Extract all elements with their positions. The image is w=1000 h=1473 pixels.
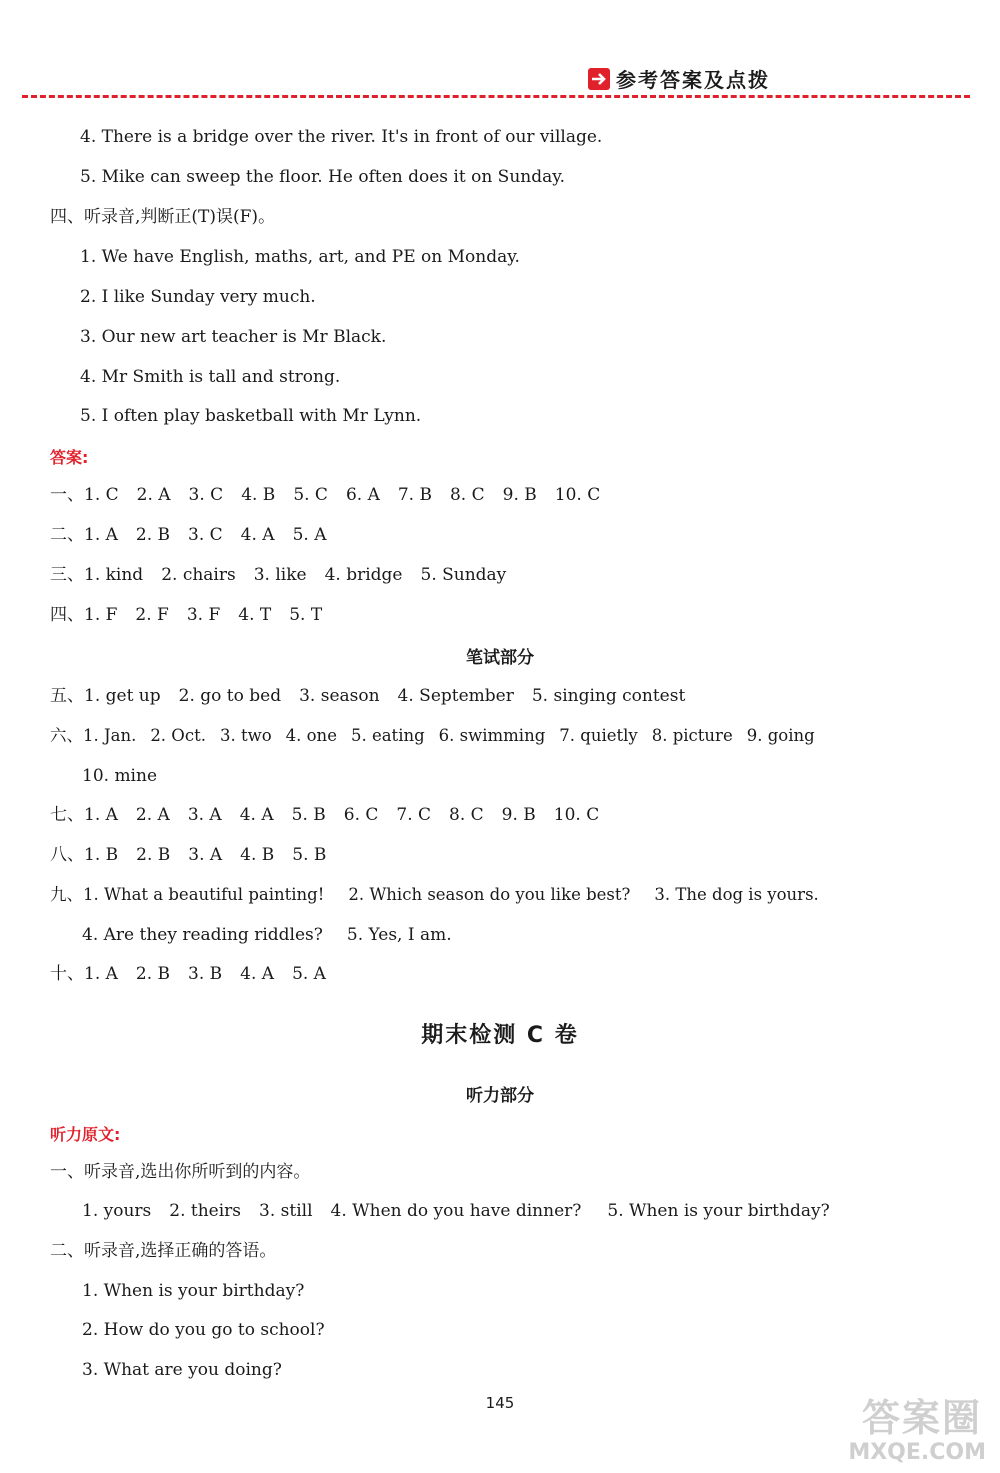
script-line: 2. How do you go to school?: [82, 1320, 325, 1340]
answer-row: 1. yours 2. theirs 3. still 4. When do you have dinner? 5. When is your birthday?: [82, 1201, 830, 1221]
answer-row-label: 五、: [50, 686, 84, 706]
section-heading: 二、听录音,选择正确的答语。: [50, 1241, 277, 1261]
answer-row: 四、1. F 2. F 3. F 4. T 5. T: [50, 605, 323, 625]
page-number: 145: [485, 1394, 515, 1412]
answer-row-label: 八、: [50, 845, 84, 865]
answer-row: 七、1. A 2. A 3. A 4. A 5. B 6. C 7. C 8. C 9. B 10. C: [50, 805, 600, 825]
answer-row-label: 一、: [50, 485, 84, 505]
answer-row: 三、1. kind 2. chairs 3. like 4. bridge 5. Sunday: [50, 565, 507, 585]
answer-row: 九、1. What a beautiful painting! 2. Which season do you like best? 3. The dog is yours.: [50, 885, 819, 904]
answer-row-label: 三、: [50, 565, 84, 585]
listening-script-label: 听力原文:: [50, 1125, 121, 1144]
script-line: 5. Mike can sweep the floor. He often does it on Sunday.: [80, 167, 565, 187]
answer-row: 一、1. C 2. A 3. C 4. B 5. C 6. A 7. B 8. C 9. B 10. C: [50, 485, 601, 505]
answer-row-label: 十、: [50, 964, 84, 984]
header-divider: [22, 95, 970, 98]
answers-label: 答案:: [50, 448, 89, 467]
section-heading: 一、听录音,选出你所听到的内容。: [50, 1162, 311, 1182]
script-line: 4. There is a bridge over the river. It's in front of our village.: [80, 127, 603, 147]
answer-row-label: 九、: [50, 885, 83, 904]
answer-row: 六、1. Jan. 2. Oct. 3. two 4. one 5. eating 6. swimming 7. quietly 8. picture 9. going: [50, 726, 815, 745]
script-line: 2. I like Sunday very much.: [80, 287, 316, 307]
answer-row: 10. mine: [82, 766, 158, 786]
answer-row-label: 六、: [50, 726, 83, 745]
answer-row: 八、1. B 2. B 3. A 4. B 5. B: [50, 845, 327, 865]
watermark: [842, 1387, 992, 1467]
script-line: 3. Our new art teacher is Mr Black.: [80, 327, 387, 347]
arrow-right-icon: [588, 68, 610, 90]
answer-row-label: 四、: [50, 605, 84, 625]
answer-row: 二、1. A 2. B 3. C 4. A 5. A: [50, 525, 327, 545]
watermark-url: MXQE.COM: [848, 1440, 986, 1465]
answer-row: 十、1. A 2. B 3. B 4. A 5. A: [50, 964, 326, 984]
page-header: [588, 64, 770, 93]
script-line: 5. I often play basketball with Mr Lynn.: [80, 406, 422, 426]
answer-row: 4. Are they reading riddles? 5. Yes, I am.: [82, 925, 452, 945]
script-line: 4. Mr Smith is tall and strong.: [80, 367, 341, 387]
section-heading: 四、听录音,判断正(T)误(F)。: [50, 207, 276, 227]
script-line: 1. We have English, maths, art, and PE on Monday.: [80, 247, 520, 267]
answer-row-label: 七、: [50, 805, 84, 825]
header-title: 参考答案及点拨: [616, 68, 770, 92]
listening-section-title: 听力部分: [466, 1086, 534, 1106]
script-line: 1. When is your birthday?: [82, 1281, 305, 1301]
answer-row: 五、1. get up 2. go to bed 3. season 4. September 5. singing contest: [50, 686, 686, 706]
watermark-text: 答案圈: [861, 1396, 982, 1440]
script-line: 3. What are you doing?: [82, 1360, 282, 1380]
written-section-title: 笔试部分: [466, 648, 534, 668]
answer-row-label: 二、: [50, 525, 84, 545]
exam-c-title: 期末检测 C 卷: [421, 1023, 579, 1048]
